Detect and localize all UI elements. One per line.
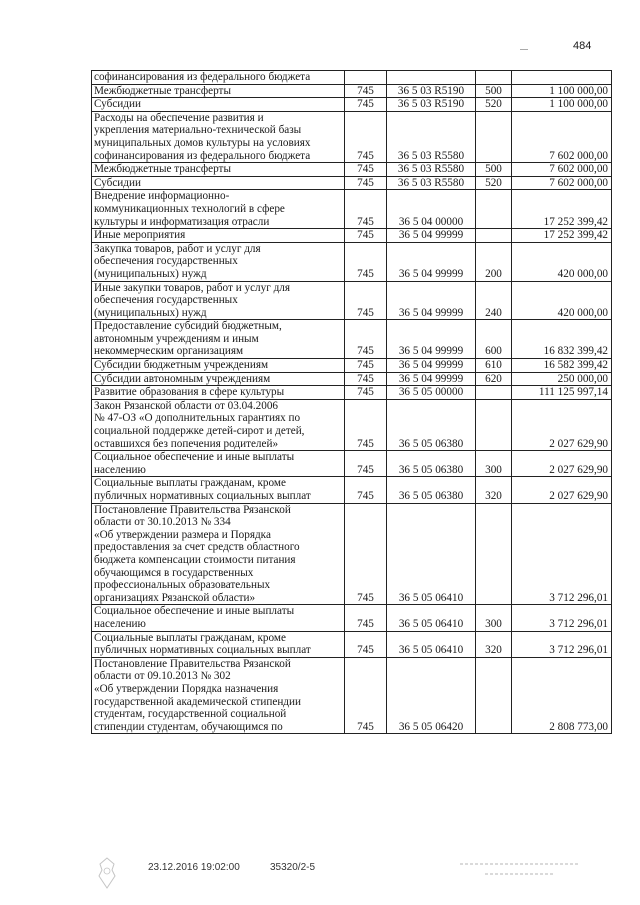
budget-table bbox=[91, 70, 612, 734]
table-row bbox=[92, 229, 612, 243]
row-csr-cell: 36 5 05 06380 bbox=[387, 477, 476, 503]
row-csr-cell bbox=[387, 71, 476, 85]
row-vr-cell: 620 bbox=[476, 372, 512, 386]
table-row bbox=[92, 71, 612, 85]
row-sum-cell: 16 832 399,42 bbox=[512, 320, 612, 359]
row-name-cell: Социальное обеспечение и иные выплаты населению bbox=[92, 605, 345, 631]
row-sum-cell bbox=[512, 71, 612, 85]
row-sum-cell: 2 027 629,90 bbox=[512, 451, 612, 477]
row-csr-cell: 36 5 04 99999 bbox=[387, 242, 476, 281]
row-vr-cell bbox=[476, 503, 512, 605]
row-csr-cell: 36 5 05 06410 bbox=[387, 503, 476, 605]
row-vr-cell bbox=[476, 386, 512, 400]
table-row bbox=[92, 657, 612, 734]
row-csr-cell: 36 5 03 R5190 bbox=[387, 84, 476, 98]
row-csr-cell: 36 5 04 99999 bbox=[387, 229, 476, 243]
table-row bbox=[92, 631, 612, 657]
row-csr-cell: 36 5 04 99999 bbox=[387, 359, 476, 373]
row-sum-cell: 3 712 296,01 bbox=[512, 503, 612, 605]
row-name-cell: Субсидии bbox=[92, 176, 345, 190]
row-gr-cell: 745 bbox=[345, 84, 387, 98]
table-row bbox=[92, 605, 612, 631]
row-csr-cell: 36 5 03 R5190 bbox=[387, 98, 476, 112]
row-name-cell: Иные закупки товаров, работ и услуг для обеспечения государственных (муниципальных) нужд bbox=[92, 281, 345, 320]
row-gr-cell: 745 bbox=[345, 399, 387, 450]
row-csr-cell: 36 5 04 99999 bbox=[387, 320, 476, 359]
row-gr-cell: 745 bbox=[345, 229, 387, 243]
row-name-cell: Внедрение информационно- коммуникационных технологий в сфере культуры и информатизация отрасли bbox=[92, 190, 345, 229]
row-name-cell: Межбюджетные трансферты bbox=[92, 163, 345, 177]
row-gr-cell: 745 bbox=[345, 386, 387, 400]
row-sum-cell: 420 000,00 bbox=[512, 242, 612, 281]
row-sum-cell: 3 712 296,01 bbox=[512, 631, 612, 657]
table-row bbox=[92, 372, 612, 386]
row-gr-cell: 745 bbox=[345, 631, 387, 657]
row-csr-cell: 36 5 04 99999 bbox=[387, 372, 476, 386]
table-row bbox=[92, 98, 612, 112]
scan-mark bbox=[520, 49, 528, 50]
budget-table-body bbox=[92, 71, 612, 734]
row-vr-cell bbox=[476, 657, 512, 734]
row-sum-cell: 2 027 629,90 bbox=[512, 477, 612, 503]
row-vr-cell: 320 bbox=[476, 477, 512, 503]
row-gr-cell: 745 bbox=[345, 451, 387, 477]
row-vr-cell: 200 bbox=[476, 242, 512, 281]
row-name-cell: Субсидии автономным учреждениям bbox=[92, 372, 345, 386]
row-gr-cell: 745 bbox=[345, 477, 387, 503]
watermark-stamp bbox=[455, 856, 585, 885]
row-gr-cell: 745 bbox=[345, 503, 387, 605]
row-sum-cell: 7 602 000,00 bbox=[512, 176, 612, 190]
table-row bbox=[92, 242, 612, 281]
row-vr-cell bbox=[476, 71, 512, 85]
row-name-cell: Субсидии bbox=[92, 98, 345, 112]
table-row bbox=[92, 477, 612, 503]
row-gr-cell: 745 bbox=[345, 111, 387, 162]
row-vr-cell: 320 bbox=[476, 631, 512, 657]
table-row bbox=[92, 503, 612, 605]
row-gr-cell: 745 bbox=[345, 98, 387, 112]
coat-of-arms-stamp bbox=[94, 856, 120, 890]
row-csr-cell: 36 5 05 06410 bbox=[387, 605, 476, 631]
table-row bbox=[92, 176, 612, 190]
row-gr-cell: 745 bbox=[345, 190, 387, 229]
row-sum-cell: 250 000,00 bbox=[512, 372, 612, 386]
footer-datetime: 23.12.2016 19:02:00 bbox=[148, 862, 240, 873]
row-name-cell: Постановление Правительства Рязанской области от 30.10.2013 № 334 «Об утверждении размера и Порядка предоставления за счет средств областного бюджета компенсации стоимости питания обучающимся в государственных профессиональных образовательных организациях Рязанской области» bbox=[92, 503, 345, 605]
row-sum-cell: 16 582 399,42 bbox=[512, 359, 612, 373]
table-row bbox=[92, 111, 612, 162]
row-vr-cell bbox=[476, 399, 512, 450]
row-csr-cell: 36 5 03 R5580 bbox=[387, 163, 476, 177]
row-csr-cell: 36 5 05 06380 bbox=[387, 399, 476, 450]
row-sum-cell: 111 125 997,14 bbox=[512, 386, 612, 400]
row-vr-cell: 520 bbox=[476, 98, 512, 112]
row-name-cell: Предоставление субсидий бюджетным, автономным учреждениям и иным некоммерческим организациям bbox=[92, 320, 345, 359]
row-csr-cell: 36 5 05 06420 bbox=[387, 657, 476, 734]
row-csr-cell: 36 5 05 06380 bbox=[387, 451, 476, 477]
table-row bbox=[92, 359, 612, 373]
row-gr-cell: 745 bbox=[345, 320, 387, 359]
row-name-cell: Расходы на обеспечение развития и укрепления материально-технической базы муниципальных домов культуры на условиях софинансирования из федерального бюджета bbox=[92, 111, 345, 162]
row-vr-cell: 500 bbox=[476, 84, 512, 98]
table-row bbox=[92, 320, 612, 359]
row-sum-cell: 7 602 000,00 bbox=[512, 163, 612, 177]
row-gr-cell: 745 bbox=[345, 657, 387, 734]
row-csr-cell: 36 5 03 R5580 bbox=[387, 176, 476, 190]
table-row bbox=[92, 190, 612, 229]
row-name-cell: Постановление Правительства Рязанской области от 09.10.2013 № 302 «Об утверждении Порядка назначения государственной академической стипендии студентам, государственной социальной стипендии студентам, обучающимся по bbox=[92, 657, 345, 734]
row-name-cell: Социальные выплаты гражданам, кроме публичных нормативных социальных выплат bbox=[92, 477, 345, 503]
row-vr-cell: 240 bbox=[476, 281, 512, 320]
row-name-cell: Межбюджетные трансферты bbox=[92, 84, 345, 98]
row-gr-cell: 745 bbox=[345, 372, 387, 386]
row-sum-cell: 1 100 000,00 bbox=[512, 84, 612, 98]
table-row bbox=[92, 163, 612, 177]
table-row bbox=[92, 281, 612, 320]
row-csr-cell: 36 5 04 00000 bbox=[387, 190, 476, 229]
row-vr-cell bbox=[476, 229, 512, 243]
row-vr-cell: 300 bbox=[476, 605, 512, 631]
row-name-cell: Закупка товаров, работ и услуг для обеспечения государственных (муниципальных) нужд bbox=[92, 242, 345, 281]
row-vr-cell: 520 bbox=[476, 176, 512, 190]
row-sum-cell: 2 808 773,00 bbox=[512, 657, 612, 734]
footer-doc-id: 35320/2-5 bbox=[270, 862, 316, 873]
row-name-cell: Развитие образования в сфере культуры bbox=[92, 386, 345, 400]
row-csr-cell: 36 5 05 06410 bbox=[387, 631, 476, 657]
row-sum-cell: 17 252 399,42 bbox=[512, 190, 612, 229]
row-vr-cell: 500 bbox=[476, 163, 512, 177]
page-number: 484 bbox=[573, 40, 592, 52]
row-gr-cell: 745 bbox=[345, 163, 387, 177]
row-vr-cell: 610 bbox=[476, 359, 512, 373]
row-name-cell: Субсидии бюджетным учреждениям bbox=[92, 359, 345, 373]
row-name-cell: софинансирования из федерального бюджета bbox=[92, 71, 345, 85]
row-gr-cell: 745 bbox=[345, 242, 387, 281]
row-gr-cell: 745 bbox=[345, 281, 387, 320]
table-row bbox=[92, 451, 612, 477]
row-csr-cell: 36 5 03 R5580 bbox=[387, 111, 476, 162]
row-vr-cell: 600 bbox=[476, 320, 512, 359]
row-sum-cell: 7 602 000,00 bbox=[512, 111, 612, 162]
table-row bbox=[92, 386, 612, 400]
row-gr-cell: 745 bbox=[345, 605, 387, 631]
row-sum-cell: 2 027 629,90 bbox=[512, 399, 612, 450]
table-row bbox=[92, 399, 612, 450]
table-row bbox=[92, 84, 612, 98]
row-name-cell: Иные мероприятия bbox=[92, 229, 345, 243]
row-sum-cell: 17 252 399,42 bbox=[512, 229, 612, 243]
row-csr-cell: 36 5 04 99999 bbox=[387, 281, 476, 320]
row-vr-cell bbox=[476, 111, 512, 162]
row-csr-cell: 36 5 05 00000 bbox=[387, 386, 476, 400]
row-name-cell: Социальное обеспечение и иные выплаты населению bbox=[92, 451, 345, 477]
row-vr-cell bbox=[476, 190, 512, 229]
row-name-cell: Закон Рязанской области от 03.04.2006 № 47-ОЗ «О дополнительных гарантиях по социальной поддержке детей-сирот и детей, оставшихся без попечения родителей» bbox=[92, 399, 345, 450]
row-sum-cell: 420 000,00 bbox=[512, 281, 612, 320]
row-gr-cell: 745 bbox=[345, 359, 387, 373]
row-gr-cell: 745 bbox=[345, 176, 387, 190]
row-sum-cell: 3 712 296,01 bbox=[512, 605, 612, 631]
row-gr-cell bbox=[345, 71, 387, 85]
row-vr-cell: 300 bbox=[476, 451, 512, 477]
row-sum-cell: 1 100 000,00 bbox=[512, 98, 612, 112]
row-name-cell: Социальные выплаты гражданам, кроме публичных нормативных социальных выплат bbox=[92, 631, 345, 657]
